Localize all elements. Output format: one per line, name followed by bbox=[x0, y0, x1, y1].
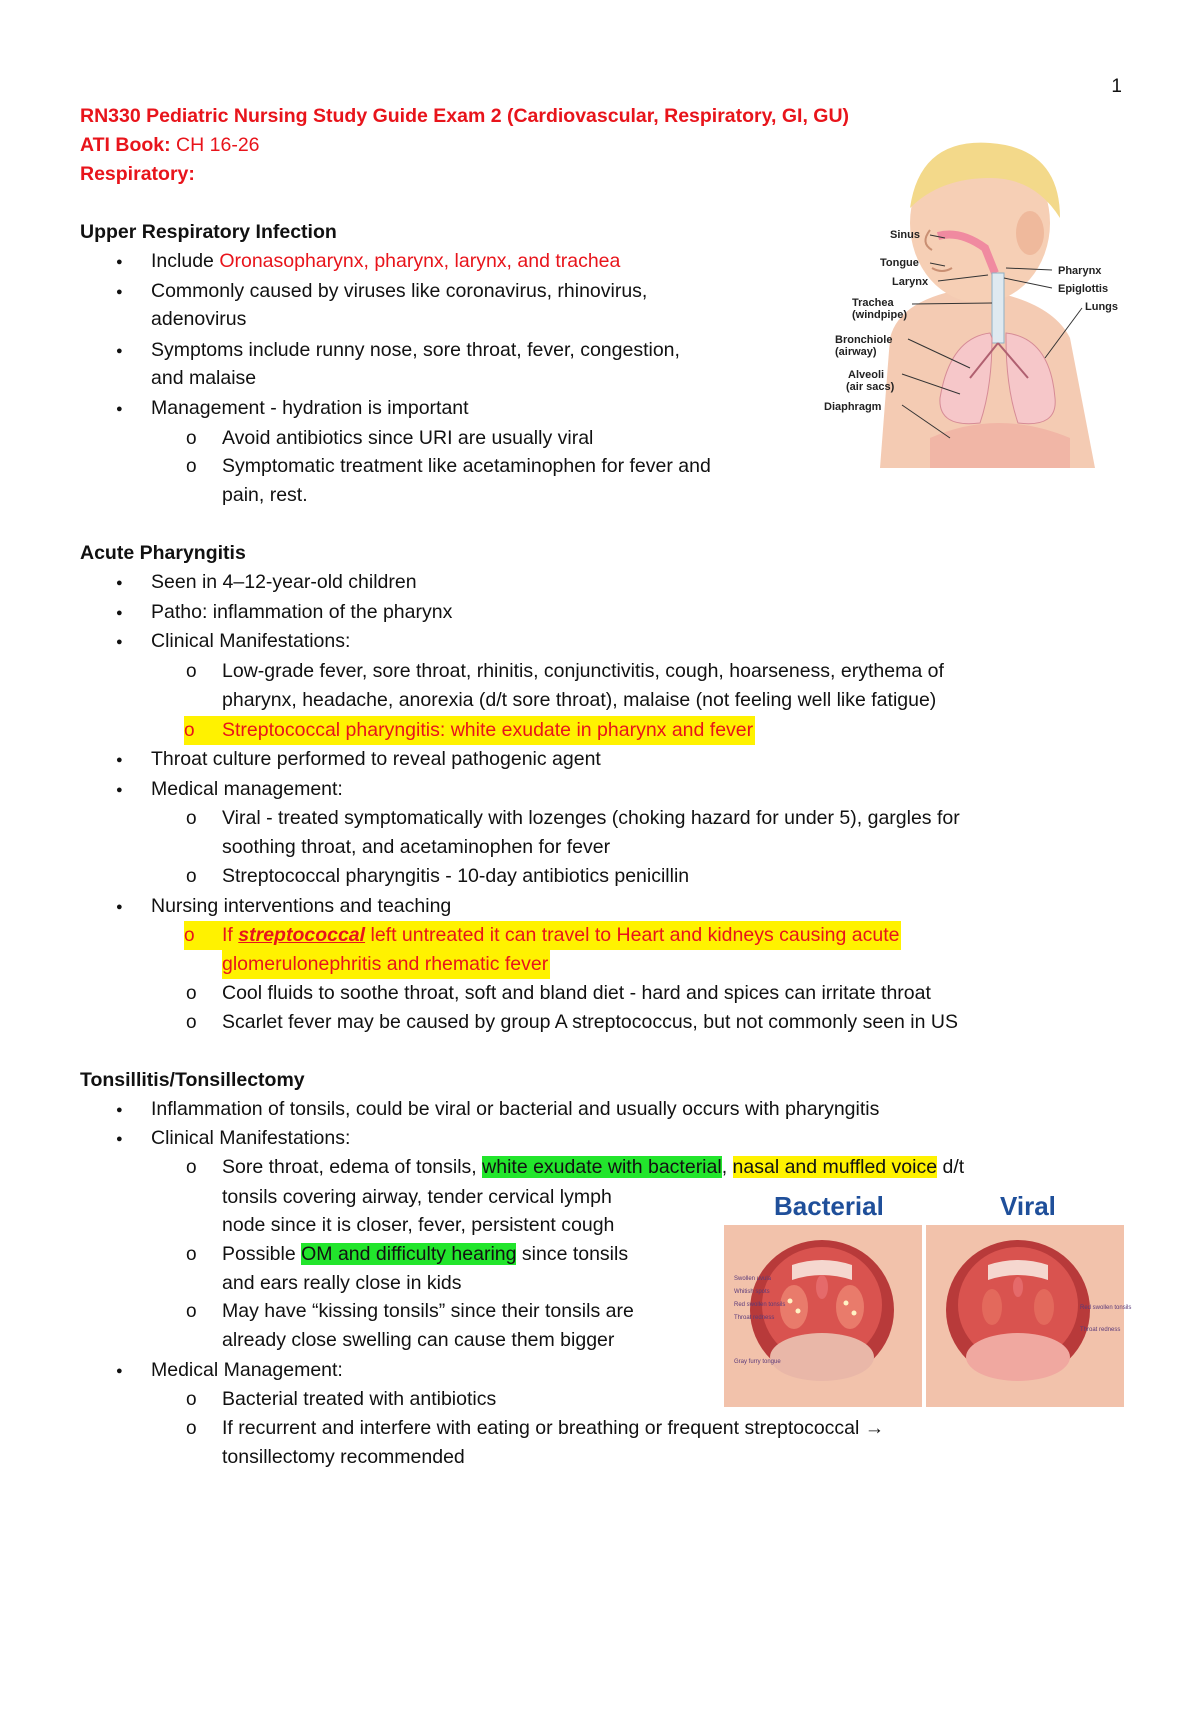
list-item: Nursing interventions and teaching bbox=[151, 895, 452, 917]
label-diaphragm: Diaphragm bbox=[824, 401, 882, 413]
sub-list-item-cont: soothing throat, and acetaminophen for fever bbox=[222, 836, 611, 858]
sub-bullet-icon bbox=[184, 921, 222, 950]
sub-list-item: Symptomatic treatment like acetaminophen for fever and bbox=[222, 455, 711, 477]
label-airway: (airway) bbox=[835, 346, 877, 358]
list-item-cont: and malaise bbox=[151, 367, 257, 389]
bullet-icon bbox=[116, 598, 123, 630]
sub-bullet-icon bbox=[186, 979, 197, 1008]
bullet-icon bbox=[116, 394, 123, 426]
sub-list-item-cont: tonsils covering airway, tender cervical lymph bbox=[222, 1186, 612, 1208]
list-item: Clinical Manifestations: bbox=[151, 630, 351, 652]
sub-bullet-icon bbox=[184, 716, 222, 745]
tonsil-comparison-illustration bbox=[722, 1185, 1132, 1709]
sub-bullet-icon bbox=[186, 804, 197, 833]
bacterial-panel bbox=[724, 1225, 922, 1407]
sub-list-item: Scarlet fever may be caused by group A streptococcus, but not commonly seen in US bbox=[222, 1011, 958, 1033]
viral-panel bbox=[926, 1225, 1131, 1407]
sub-bullet-icon bbox=[186, 1414, 197, 1443]
label-pharynx: Pharynx bbox=[1058, 265, 1102, 277]
sub-bullet-icon bbox=[186, 1297, 197, 1326]
list-item: Include Oronasopharynx, pharynx, larynx, and trachea bbox=[151, 250, 621, 272]
bullet-icon bbox=[116, 247, 123, 279]
bullet-icon bbox=[116, 892, 123, 924]
document-title: RN330 Pediatric Nursing Study Guide Exam 2 (Cardiovascular, Respiratory, GI, GU) bbox=[80, 105, 850, 127]
bullet-icon bbox=[116, 627, 123, 659]
sub-bullet-icon bbox=[186, 1008, 197, 1037]
uri-heading: Upper Respiratory Infection bbox=[80, 221, 337, 243]
sub-list-item-cont: and ears really close in kids bbox=[222, 1272, 462, 1294]
label-trachea: Trachea bbox=[852, 297, 894, 309]
tonsillitis-heading: Tonsillitis/Tonsillectomy bbox=[80, 1069, 305, 1091]
sub-bullet-icon bbox=[186, 862, 197, 891]
bullet-icon bbox=[116, 1124, 123, 1156]
list-item: Seen in 4–12-year-old children bbox=[151, 571, 417, 593]
sub-bullet-icon bbox=[186, 1240, 197, 1269]
book-reference bbox=[80, 131, 260, 160]
sub-list-item: Streptococcal pharyngitis - 10-day antibiotics penicillin bbox=[222, 865, 690, 887]
label-sinus: Sinus bbox=[890, 229, 920, 241]
sub-list-item: If recurrent and interfere with eating or breathing or frequent streptococcal → bbox=[222, 1417, 885, 1439]
label-windpipe: (windpipe) bbox=[852, 309, 907, 321]
bullet-icon bbox=[116, 1356, 123, 1388]
bullet-icon bbox=[116, 277, 123, 309]
highlighted-sub-item: oStreptococcal pharyngitis: white exudate in pharynx and fever bbox=[184, 716, 755, 745]
bullet-icon bbox=[116, 336, 123, 368]
sub-bullet-icon bbox=[186, 1153, 197, 1182]
bullet-icon bbox=[116, 568, 123, 600]
sub-list-item-cont: pharynx, headache, anorexia (d/t sore throat), malaise (not feeling well like fatigue) bbox=[222, 689, 937, 711]
sub-list-item: Possible OM and difficulty hearing since tonsils bbox=[222, 1243, 629, 1265]
sub-list-item-cont: already close swelling can cause them bigger bbox=[222, 1329, 615, 1351]
list-item: Patho: inflammation of the pharynx bbox=[151, 601, 453, 623]
section-heading: Respiratory: bbox=[80, 163, 195, 185]
pharyngitis-heading: Acute Pharyngitis bbox=[80, 542, 246, 564]
label-gray-furry-tongue: Gray furry tongue bbox=[734, 1359, 781, 1365]
sub-list-item: Sore throat, edema of tonsils, white exudate with bacterial, nasal and muffled voice d/t bbox=[222, 1156, 965, 1178]
label-viral-throat-redness: Throat redness bbox=[1080, 1327, 1121, 1333]
highlighted-sub-item: oIf streptococcal left untreated it can travel to Heart and kidneys causing acute bbox=[184, 921, 901, 950]
label-larynx: Larynx bbox=[892, 276, 929, 288]
sub-bullet-icon bbox=[186, 657, 197, 686]
label-swollen-uvula: Swollen uvula bbox=[734, 1276, 772, 1282]
sub-list-item: Avoid antibiotics since URI are usually viral bbox=[222, 427, 594, 449]
sub-list-item: Cool fluids to soothe throat, soft and bland diet - hard and spices can irritate throat bbox=[222, 982, 931, 1004]
respiratory-anatomy-illustration bbox=[820, 138, 1130, 478]
label-whitish-spots: Whitish spots bbox=[734, 1289, 770, 1295]
bullet-icon bbox=[116, 1095, 123, 1127]
list-item: Clinical Manifestations: bbox=[151, 1127, 351, 1149]
list-item-cont: adenovirus bbox=[151, 308, 247, 330]
sub-list-item-cont: node since it is closer, fever, persistent cough bbox=[222, 1214, 615, 1236]
book-chapters: CH 16-26 bbox=[170, 134, 260, 156]
highlighted-sub-item-cont: glomerulonephritis and rhematic fever bbox=[222, 950, 550, 979]
label-lungs: Lungs bbox=[1085, 301, 1118, 313]
sub-bullet-icon bbox=[186, 452, 197, 481]
list-item: Medical Management: bbox=[151, 1359, 343, 1381]
label-epiglottis: Epiglottis bbox=[1058, 283, 1109, 295]
list-item: Throat culture performed to reveal pathogenic agent bbox=[151, 748, 601, 770]
sub-list-item: Viral - treated symptomatically with lozenges (choking hazard for under 5), gargles for bbox=[222, 807, 960, 829]
list-item: Inflammation of tonsils, could be viral or bacterial and usually occurs with pharyngitis bbox=[151, 1098, 880, 1120]
label-tongue: Tongue bbox=[880, 257, 919, 269]
list-item: Management - hydration is important bbox=[151, 397, 469, 419]
bullet-icon bbox=[116, 775, 123, 807]
label-viral-red-swollen-tonsils: Red swollen tonsils bbox=[1080, 1305, 1132, 1311]
sub-list-item-cont: pain, rest. bbox=[222, 484, 308, 506]
label-red-swollen-tonsils: Red swollen tonsils bbox=[734, 1302, 786, 1308]
label-alveoli: Alveoli bbox=[848, 369, 885, 381]
sub-list-item-cont: tonsillectomy recommended bbox=[222, 1446, 465, 1468]
sub-bullet-icon bbox=[186, 1385, 197, 1414]
viral-title: Viral bbox=[1000, 1191, 1056, 1221]
sub-list-item: May have “kissing tonsils” since their tonsils are bbox=[222, 1300, 634, 1322]
label-bronchiole: Bronchiole bbox=[835, 334, 893, 346]
sub-bullet-icon bbox=[186, 424, 197, 453]
sub-list-item: Low-grade fever, sore throat, rhinitis, conjunctivitis, cough, hoarseness, erythema of bbox=[222, 660, 944, 682]
label-throat-redness: Throat redness bbox=[734, 1315, 775, 1321]
list-item: Commonly caused by viruses like coronavirus, rhinovirus, bbox=[151, 280, 648, 302]
book-label: ATI Book: bbox=[80, 134, 171, 156]
page-number: 1 bbox=[1111, 76, 1122, 97]
sub-list-item: Bacterial treated with antibiotics bbox=[222, 1388, 497, 1410]
list-item: Medical management: bbox=[151, 778, 343, 800]
bacterial-title: Bacterial bbox=[774, 1191, 884, 1221]
list-item: Symptoms include runny nose, sore throat, fever, congestion, bbox=[151, 339, 680, 361]
bullet-icon bbox=[116, 745, 123, 777]
label-air-sacs: (air sacs) bbox=[846, 381, 895, 393]
